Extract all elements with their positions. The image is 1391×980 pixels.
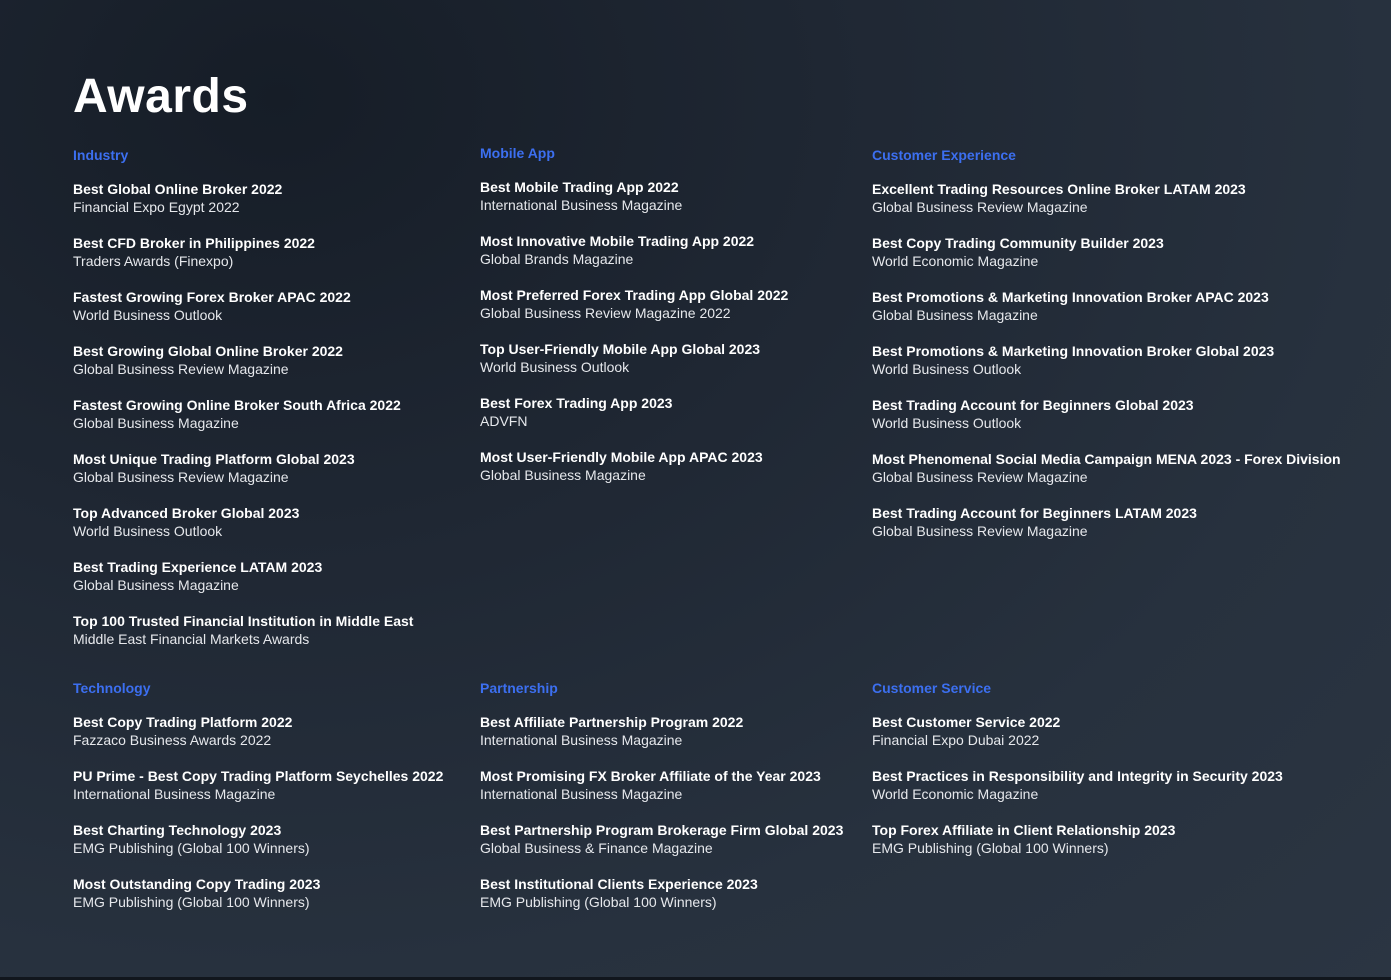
section-industry bbox=[73, 146, 413, 666]
award-source: International Business Magazine bbox=[480, 786, 683, 802]
award-item bbox=[480, 340, 788, 377]
award-name: Excellent Trading Resources Online Broker LATAM 2023 bbox=[872, 181, 1246, 197]
award-name: Best CFD Broker in Philippines 2022 bbox=[73, 235, 315, 251]
award-source: Global Business Review Magazine bbox=[872, 523, 1088, 539]
award-source: EMG Publishing (Global 100 Winners) bbox=[73, 840, 310, 856]
award-name: PU Prime - Best Copy Trading Platform Seychelles 2022 bbox=[73, 768, 444, 784]
award-name: Best Trading Experience LATAM 2023 bbox=[73, 559, 323, 575]
section-heading: Customer Service bbox=[872, 680, 992, 696]
award-name: Best Customer Service 2022 bbox=[872, 714, 1061, 730]
award-source: Global Brands Magazine bbox=[480, 251, 634, 267]
award-source: EMG Publishing (Global 100 Winners) bbox=[73, 894, 310, 910]
award-name: Top Advanced Broker Global 2023 bbox=[73, 505, 300, 521]
award-name: Best Charting Technology 2023 bbox=[73, 822, 282, 838]
award-item bbox=[73, 558, 413, 595]
section-heading: Customer Experience bbox=[872, 147, 1016, 163]
award-source: Financial Expo Dubai 2022 bbox=[872, 732, 1040, 748]
award-item bbox=[73, 713, 443, 750]
award-name: Most Unique Trading Platform Global 2023 bbox=[73, 451, 355, 467]
page-title: Awards bbox=[73, 70, 249, 123]
award-source: Global Business Magazine bbox=[73, 415, 239, 431]
award-name: Best Copy Trading Platform 2022 bbox=[73, 714, 293, 730]
award-name: Most Phenomenal Social Media Campaign MENA 2023 - Forex Division bbox=[872, 451, 1341, 467]
award-item bbox=[872, 450, 1341, 487]
section-heading: Partnership bbox=[480, 680, 558, 696]
award-item bbox=[480, 394, 788, 431]
award-source: Financial Expo Egypt 2022 bbox=[73, 199, 240, 215]
award-name: Top User-Friendly Mobile App Global 2023 bbox=[480, 341, 761, 357]
award-name: Most Innovative Mobile Trading App 2022 bbox=[480, 233, 755, 249]
award-name: Best Mobile Trading App 2022 bbox=[480, 179, 679, 195]
award-item bbox=[480, 875, 843, 912]
award-source: Global Business Review Magazine bbox=[872, 469, 1088, 485]
award-item bbox=[73, 342, 413, 379]
award-item bbox=[872, 504, 1341, 541]
award-source: EMG Publishing (Global 100 Winners) bbox=[480, 894, 717, 910]
award-item bbox=[73, 875, 443, 912]
award-item bbox=[73, 234, 413, 271]
award-source: World Economic Magazine bbox=[872, 786, 1039, 802]
award-item bbox=[480, 232, 788, 269]
award-item bbox=[872, 288, 1341, 325]
section-technology bbox=[73, 679, 443, 929]
award-source: EMG Publishing (Global 100 Winners) bbox=[872, 840, 1109, 856]
section-mobile-app bbox=[480, 144, 788, 502]
award-name: Best Trading Account for Beginners LATAM 2023 bbox=[872, 505, 1197, 521]
section-partnership bbox=[480, 679, 843, 929]
award-source: Global Business Review Magazine 2022 bbox=[480, 305, 731, 321]
award-item bbox=[73, 504, 413, 541]
award-source: World Business Outlook bbox=[73, 307, 223, 323]
award-item bbox=[73, 288, 413, 325]
section-heading: Technology bbox=[73, 680, 151, 696]
award-name: Fastest Growing Online Broker South Africa 2022 bbox=[73, 397, 401, 413]
award-source: ADVFN bbox=[480, 413, 528, 429]
award-name: Best Promotions & Marketing Innovation Broker Global 2023 bbox=[872, 343, 1275, 359]
award-item bbox=[73, 180, 413, 217]
award-item bbox=[480, 448, 788, 485]
award-source: World Business Outlook bbox=[872, 361, 1022, 377]
award-source: Global Business Review Magazine bbox=[73, 361, 289, 377]
section-customer-experience bbox=[872, 146, 1341, 558]
award-item bbox=[73, 612, 413, 649]
award-name: Best Promotions & Marketing Innovation Broker APAC 2023 bbox=[872, 289, 1269, 305]
award-source: World Business Outlook bbox=[480, 359, 630, 375]
award-item bbox=[73, 767, 443, 804]
award-item bbox=[872, 821, 1283, 858]
award-name: Best Growing Global Online Broker 2022 bbox=[73, 343, 343, 359]
award-item bbox=[872, 713, 1283, 750]
award-name: Best Institutional Clients Experience 2023 bbox=[480, 876, 758, 892]
award-item bbox=[872, 396, 1341, 433]
award-source: Middle East Financial Markets Awards bbox=[73, 631, 310, 647]
award-name: Most Promising FX Broker Affiliate of the Year 2023 bbox=[480, 768, 821, 784]
award-item bbox=[872, 767, 1283, 804]
award-source: Global Business Review Magazine bbox=[872, 199, 1088, 215]
award-name: Best Practices in Responsibility and Integrity in Security 2023 bbox=[872, 768, 1283, 784]
award-source: World Business Outlook bbox=[73, 523, 223, 539]
award-name: Most Preferred Forex Trading App Global 2022 bbox=[480, 287, 789, 303]
award-name: Most User-Friendly Mobile App APAC 2023 bbox=[480, 449, 763, 465]
award-item bbox=[480, 767, 843, 804]
award-name: Best Forex Trading App 2023 bbox=[480, 395, 673, 411]
award-item bbox=[872, 234, 1341, 271]
award-name: Best Copy Trading Community Builder 2023 bbox=[872, 235, 1164, 251]
award-source: World Economic Magazine bbox=[872, 253, 1039, 269]
section-customer-service bbox=[872, 679, 1283, 875]
award-name: Best Trading Account for Beginners Global 2023 bbox=[872, 397, 1194, 413]
award-item bbox=[480, 821, 843, 858]
award-source: Global Business Magazine bbox=[480, 467, 646, 483]
award-name: Best Partnership Program Brokerage Firm Global 2023 bbox=[480, 822, 844, 838]
award-source: Fazzaco Business Awards 2022 bbox=[73, 732, 272, 748]
award-item bbox=[480, 178, 788, 215]
award-source: World Business Outlook bbox=[872, 415, 1022, 431]
award-source: International Business Magazine bbox=[480, 197, 683, 213]
award-name: Top 100 Trusted Financial Institution in Middle East bbox=[73, 613, 414, 629]
award-name: Fastest Growing Forex Broker APAC 2022 bbox=[73, 289, 351, 305]
award-source: International Business Magazine bbox=[73, 786, 276, 802]
award-item bbox=[480, 713, 843, 750]
award-source: Global Business & Finance Magazine bbox=[480, 840, 713, 856]
section-heading: Mobile App bbox=[480, 145, 555, 161]
award-item bbox=[73, 396, 413, 433]
award-item bbox=[872, 180, 1341, 217]
award-name: Best Global Online Broker 2022 bbox=[73, 181, 283, 197]
award-source: Global Business Review Magazine bbox=[73, 469, 289, 485]
award-source: International Business Magazine bbox=[480, 732, 683, 748]
award-item bbox=[872, 342, 1341, 379]
award-name: Top Forex Affiliate in Client Relationship 2023 bbox=[872, 822, 1176, 838]
award-item bbox=[480, 286, 788, 323]
award-source: Traders Awards (Finexpo) bbox=[73, 253, 234, 269]
award-name: Best Affiliate Partnership Program 2022 bbox=[480, 714, 744, 730]
award-source: Global Business Magazine bbox=[872, 307, 1038, 323]
award-name: Most Outstanding Copy Trading 2023 bbox=[73, 876, 321, 892]
award-item bbox=[73, 450, 413, 487]
award-source: Global Business Magazine bbox=[73, 577, 239, 593]
award-item bbox=[73, 821, 443, 858]
section-heading: Industry bbox=[73, 147, 129, 163]
